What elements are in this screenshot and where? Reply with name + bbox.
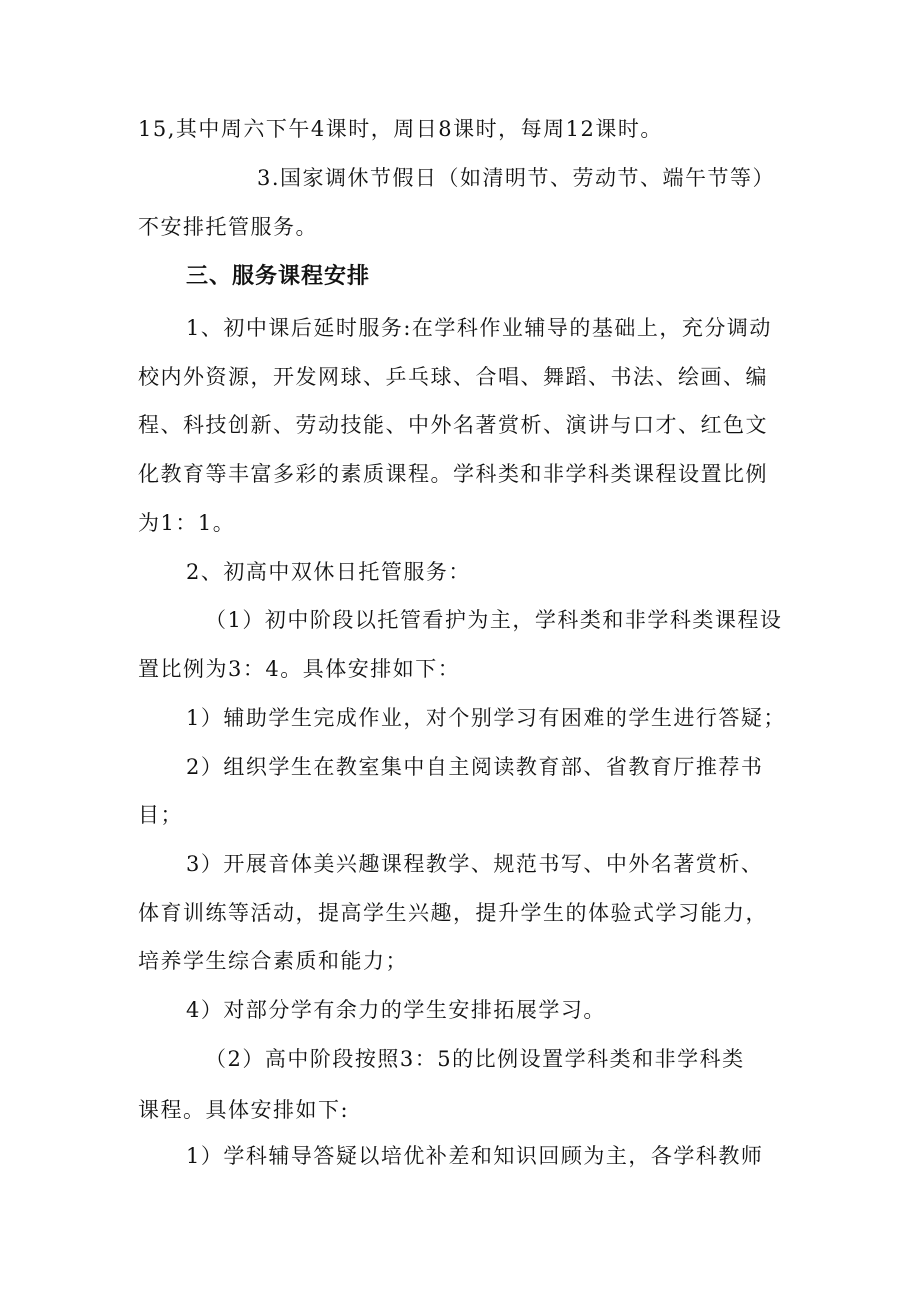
paragraph-line: 3.国家调休节假日（如清明节、劳动节、端午节等） — [257, 166, 776, 190]
list-item: 3）开展音体美兴趣课程教学、规范书写、中外名著赏析、 — [186, 852, 764, 876]
list-item: 2）组织学生在教室集中自主阅读教育部、省教育厅推荐书 — [186, 755, 764, 779]
paragraph-line: 课程。具体安排如下: — [138, 1098, 350, 1122]
paragraph-line: 目； — [138, 803, 183, 827]
paragraph-line: 程、科技创新、劳动技能、中外名著赏析、演讲与口才、红色文 — [138, 413, 768, 437]
paragraph-line: 2、初高中双休日托管服务： — [186, 560, 471, 584]
paragraph-line: 置比例为3：4。具体安排如下： — [138, 657, 461, 681]
paragraph-line: 校内外资源，开发网球、乒乓球、合唱、舞蹈、书法、绘画、编 — [138, 365, 768, 389]
paragraph-line: 1、初中课后延时服务:在学科作业辅导的基础上，充分调动 — [186, 316, 772, 340]
paragraph-line: （1）初中阶段以托管看护为主，学科类和非学科类课程设 — [205, 608, 783, 632]
paragraph-line: 化教育等丰富多彩的素质课程。学科类和非学科类课程设置比例 — [138, 462, 768, 486]
paragraph-line: （2）高中阶段按照3：5的比例设置学科类和非学科类 — [205, 1047, 745, 1071]
paragraph-line: 不安排托管服务。 — [138, 215, 318, 239]
paragraph-line: 体育训练等活动，提高学生兴趣，提升学生的体验式学习能力， — [138, 901, 768, 925]
list-item: 1）学科辅导答疑以培优补差和知识回顾为主，各学科教师 — [186, 1144, 764, 1168]
paragraph-line: 为1：1。 — [138, 511, 236, 535]
list-item: 1）辅助学生完成作业，对个别学习有困难的学生进行答疑； — [186, 706, 786, 730]
section-heading: 三、服务课程安排 — [186, 264, 371, 289]
paragraph-line: 15,其中周六下午4课时，周日8课时，每周12课时。 — [138, 117, 663, 141]
list-item: 4）对部分学有余力的学生安排拓展学习。 — [186, 998, 606, 1022]
paragraph-line: 培养学生综合素质和能力； — [138, 949, 408, 973]
